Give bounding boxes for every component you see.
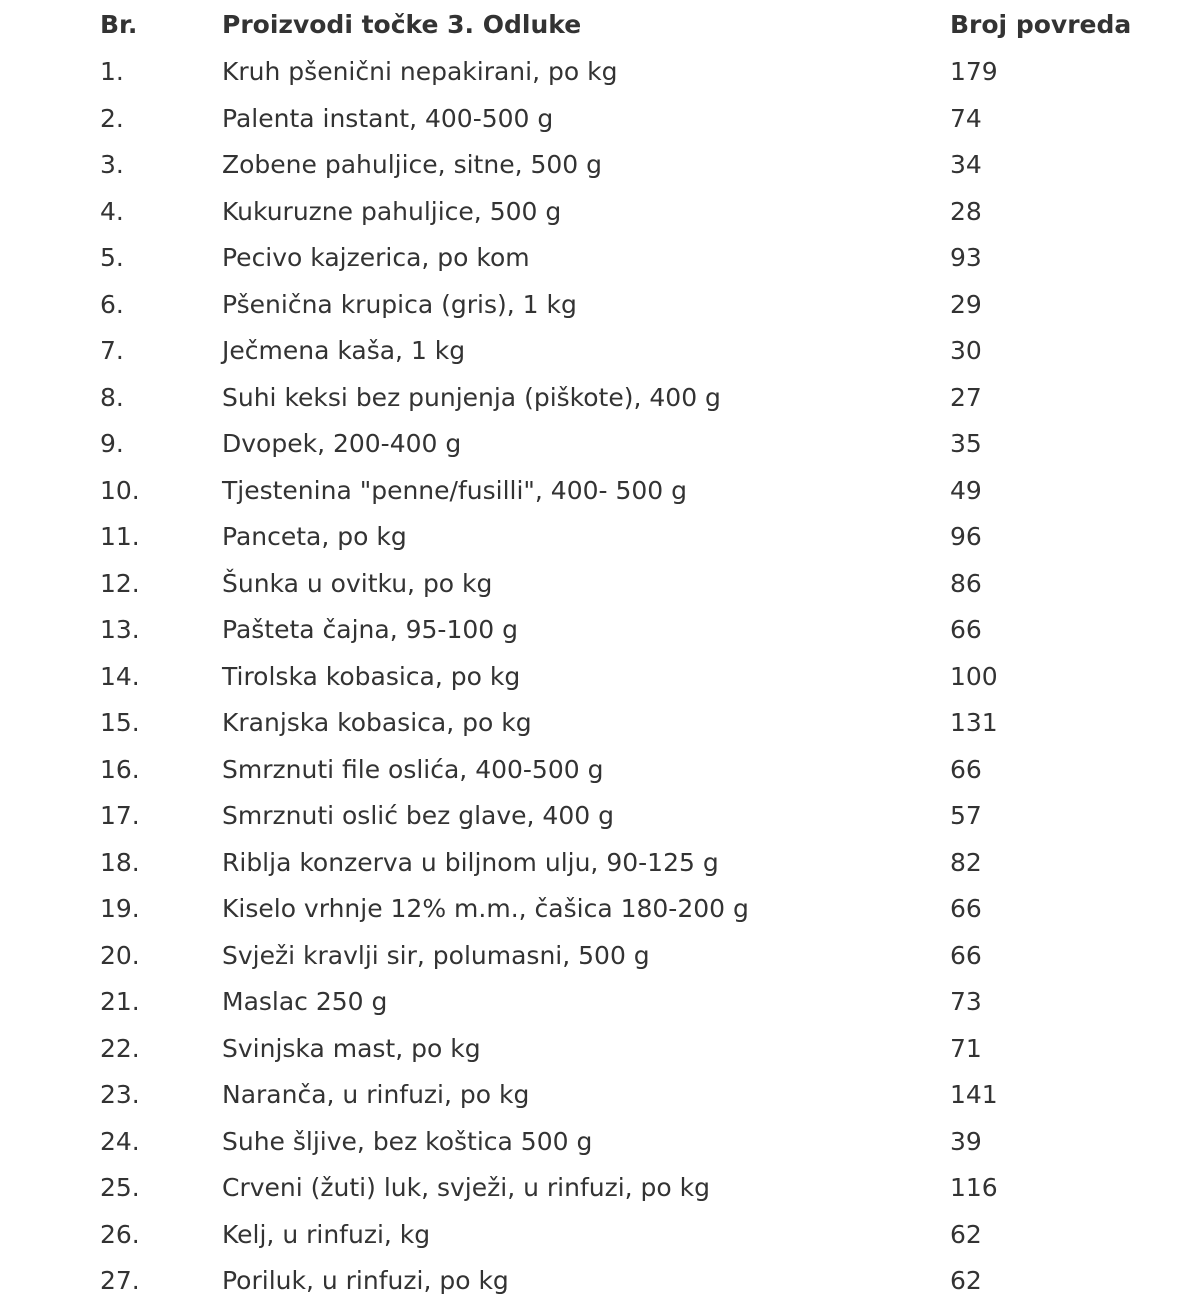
row-count: 131 bbox=[950, 708, 998, 737]
row-product: Tirolska kobasica, po kg bbox=[222, 661, 521, 691]
row-product: Kruh pšenični nepakirani, po kg bbox=[222, 57, 618, 86]
row-number: 8. bbox=[100, 382, 124, 412]
row-product: Panceta, po kg bbox=[222, 522, 407, 551]
row-number: 7. bbox=[100, 336, 124, 365]
row-number: 13. bbox=[100, 615, 140, 644]
row-product: Tjestenina "penne/fusilli", 400- 500 g bbox=[222, 475, 688, 505]
table-row bbox=[0, 1165, 1200, 1212]
row-count: 34 bbox=[950, 150, 982, 179]
row-product: Kelj, u rinfuzi, kg bbox=[222, 1219, 431, 1249]
row-count: 66 bbox=[950, 615, 982, 644]
row-number: 9. bbox=[100, 429, 124, 458]
row-product: Svinjska mast, po kg bbox=[222, 1033, 481, 1063]
table-row bbox=[0, 142, 1200, 189]
row-count: 82 bbox=[950, 847, 982, 877]
row-count: 62 bbox=[950, 1266, 982, 1295]
table-row bbox=[0, 607, 1200, 654]
row-number: 25. bbox=[100, 1173, 140, 1202]
row-product: Pecivo kajzerica, po kom bbox=[222, 243, 530, 272]
row-number: 10. bbox=[100, 475, 140, 505]
table-row bbox=[0, 96, 1200, 143]
row-product: Kiselo vrhnje 12% m.m., čašica 180-200 g bbox=[222, 894, 749, 923]
table-row bbox=[0, 235, 1200, 282]
row-product: Poriluk, u rinfuzi, po kg bbox=[222, 1266, 509, 1295]
row-product: Pšenična krupica (gris), 1 kg bbox=[222, 289, 577, 319]
table-row bbox=[0, 654, 1200, 701]
row-count: 96 bbox=[950, 522, 982, 551]
row-number: 21. bbox=[100, 987, 140, 1016]
row-product: Šunka u ovitku, po kg bbox=[222, 568, 493, 598]
row-number: 1. bbox=[100, 57, 124, 86]
table-row bbox=[0, 375, 1200, 422]
row-number: 22. bbox=[100, 1033, 140, 1063]
row-count: 30 bbox=[950, 336, 982, 365]
row-number: 15. bbox=[100, 708, 140, 737]
row-number: 23. bbox=[100, 1080, 140, 1109]
row-count: 71 bbox=[950, 1033, 982, 1063]
row-number: 4. bbox=[100, 196, 124, 226]
row-product: Riblja konzerva u biljnom ulju, 90-125 g bbox=[222, 847, 719, 877]
row-count: 100 bbox=[950, 661, 998, 691]
row-count: 73 bbox=[950, 987, 982, 1016]
row-product: Palenta instant, 400-500 g bbox=[222, 103, 554, 133]
row-count: 57 bbox=[950, 801, 982, 830]
table-row bbox=[0, 1072, 1200, 1119]
row-count: 116 bbox=[950, 1173, 998, 1202]
table-row bbox=[0, 1212, 1200, 1259]
row-product: Smrznuti file oslića, 400-500 g bbox=[222, 754, 604, 784]
table-row bbox=[0, 747, 1200, 794]
table-row bbox=[0, 49, 1200, 96]
table-row bbox=[0, 468, 1200, 515]
row-number: 24. bbox=[100, 1126, 140, 1156]
row-number: 20. bbox=[100, 940, 140, 970]
row-product: Suhe šljive, bez koštica 500 g bbox=[222, 1126, 593, 1156]
row-product: Crveni (žuti) luk, svježi, u rinfuzi, po kg bbox=[222, 1173, 711, 1202]
row-count: 29 bbox=[950, 289, 982, 319]
row-count: 66 bbox=[950, 754, 982, 784]
table-row bbox=[0, 561, 1200, 608]
row-number: 6. bbox=[100, 289, 124, 319]
row-count: 141 bbox=[950, 1080, 998, 1109]
row-product: Svježi kravlji sir, polumasni, 500 g bbox=[222, 940, 650, 970]
row-product: Zobene pahuljice, sitne, 500 g bbox=[222, 150, 603, 179]
row-number: 5. bbox=[100, 243, 124, 272]
row-number: 18. bbox=[100, 847, 140, 877]
row-count: 39 bbox=[950, 1126, 982, 1156]
header-product: Proizvodi točke 3. Odluke bbox=[222, 10, 582, 39]
table-row bbox=[0, 979, 1200, 1026]
row-number: 16. bbox=[100, 754, 140, 784]
row-count: 35 bbox=[950, 429, 982, 458]
table-row bbox=[0, 189, 1200, 236]
row-product: Kranjska kobasica, po kg bbox=[222, 708, 532, 737]
table-row bbox=[0, 421, 1200, 468]
table-row bbox=[0, 328, 1200, 375]
row-product: Ječmena kaša, 1 kg bbox=[222, 336, 466, 365]
table-row bbox=[0, 840, 1200, 887]
row-number: 14. bbox=[100, 661, 140, 691]
row-number: 27. bbox=[100, 1266, 140, 1295]
row-number: 19. bbox=[100, 894, 140, 923]
table-row bbox=[0, 1258, 1200, 1305]
row-count: 49 bbox=[950, 475, 982, 505]
row-count: 74 bbox=[950, 103, 982, 133]
row-number: 17. bbox=[100, 801, 140, 830]
row-count: 93 bbox=[950, 243, 982, 272]
table-row bbox=[0, 793, 1200, 840]
table-row bbox=[0, 514, 1200, 561]
row-product: Naranča, u rinfuzi, po kg bbox=[222, 1080, 530, 1109]
table-row bbox=[0, 1119, 1200, 1166]
table-body bbox=[0, 49, 1200, 1305]
row-count: 62 bbox=[950, 1219, 982, 1249]
row-product: Dvopek, 200-400 g bbox=[222, 429, 462, 458]
row-product: Pašteta čajna, 95-100 g bbox=[222, 615, 518, 644]
row-count: 66 bbox=[950, 940, 982, 970]
table-row bbox=[0, 282, 1200, 329]
row-product: Suhi keksi bez punjenja (piškote), 400 g bbox=[222, 382, 721, 412]
row-count: 86 bbox=[950, 568, 982, 598]
header-count: Broj povreda bbox=[950, 10, 1132, 39]
row-count: 179 bbox=[950, 57, 998, 86]
row-product: Kukuruzne pahuljice, 500 g bbox=[222, 196, 562, 226]
table-row bbox=[0, 700, 1200, 747]
row-number: 3. bbox=[100, 150, 124, 179]
header-number: Br. bbox=[100, 10, 138, 39]
table-row bbox=[0, 933, 1200, 980]
table-row bbox=[0, 886, 1200, 933]
row-number: 11. bbox=[100, 522, 140, 551]
row-count: 27 bbox=[950, 382, 982, 412]
table-row bbox=[0, 1026, 1200, 1073]
row-count: 28 bbox=[950, 196, 982, 226]
row-number: 26. bbox=[100, 1219, 140, 1249]
row-count: 66 bbox=[950, 894, 982, 923]
row-number: 2. bbox=[100, 103, 124, 133]
row-product: Maslac 250 g bbox=[222, 987, 388, 1016]
row-product: Smrznuti oslić bez glave, 400 g bbox=[222, 801, 614, 830]
table-header bbox=[0, 0, 1200, 49]
row-number: 12. bbox=[100, 568, 140, 598]
